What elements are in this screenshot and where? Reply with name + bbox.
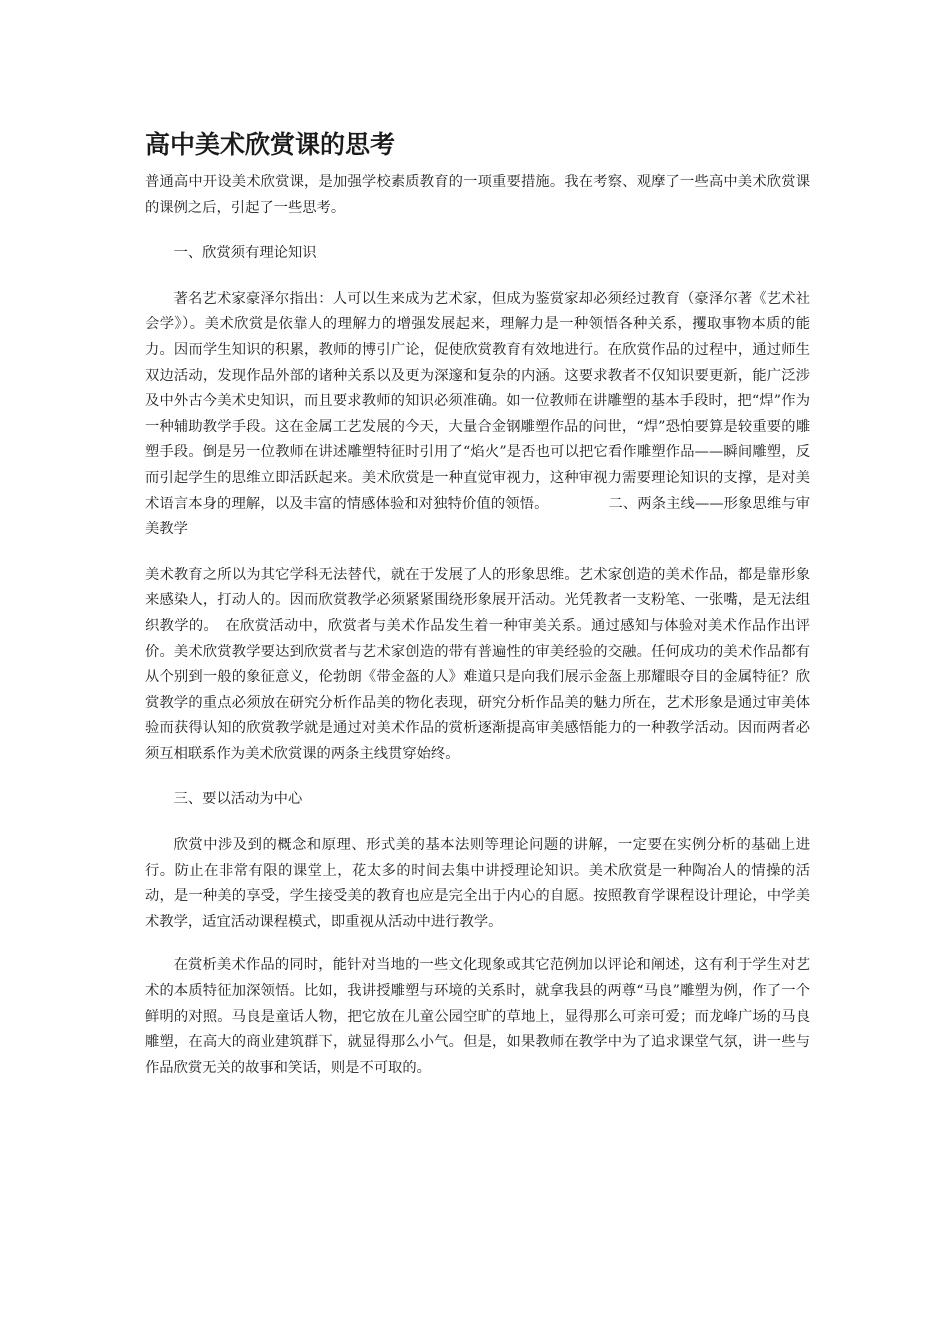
section-3-paragraph-1: 欣赏中涉及到的概念和原理、形式美的基本法则等理论问题的讲解，一定要在实例分析的基础上进行。防止在非常有限的课堂上，花太多的时间去集中讲授理论知识。美术欣赏是一种陶冶人的情操的活动，是一种美的享受，学生接受美的教育也应是完全出于内心的自愿。按照教育学课程设计理论，中学美术教学，适宜活动课程模式，即重视从活动中进行教学。 [145,837,810,930]
section-1-paragraph [145,287,810,543]
section-2-paragraph: 美术教育之所以为其它学科无法替代，就在于发展了人的形象思维。艺术家创造的美术作品，都是靠形象来感染人，打动人的。因而欣赏教学必须紧紧围绕形象展开活动。光凭教者一支粉笔、一张嘴，是无法组织教学的。 在欣赏活动中，欣赏者与美术作品发生着一种审美关系。通过感知与体验对美术作品作出评价。美术欣赏教学要达到欣赏者与艺术家创造的带有普遍性的审美经验的交融。任何成功的美术作品都有从个别到一般的象征意义，伦勃朗《带金盔的人》难道只是向我们展示金盔上那耀眼夺目的金属特征？欣赏教学的重点必须放在研究分析作品美的物化表现，研究分析作品美的魅力所在，艺术形象是通过审美体验而获得认知的欣赏教学就是通过对美术作品的赏析逐渐提高审美感悟能力的一种教学活动。因而两者必须互相联系作为美术欣赏课的两条主线贯穿始终。 [145,566,810,762]
document-page [145,128,810,1081]
section-3-paragraph-2: 在赏析美术作品的同时，能针对当地的一些文化现象或其它范例加以评论和阐述，这有利于学生对艺术的本质特征加深领悟。比如，我讲授雕塑与环境的关系时，就拿我县的两尊“马良”雕塑为例，作了一个鲜明的对照。马良是童话人物，把它放在儿童公园空旷的草地上，显得那么可亲可爱；而龙峰广场的马良雕塑，在高大的商业建筑群下，就显得那么小气。但是，如果教师在教学中为了追求课堂气氛，讲一些与作品欣赏无关的故事和笑话，则是不可取的。 [145,957,810,1076]
spacer [145,543,810,563]
section-3-heading: 三、要以活动为中心 [173,791,303,808]
intro-paragraph: 普通高中开设美术欣赏课，是加强学校素质教育的一项重要措施。我在考察、观摩了一些高中美术欣赏课的课例之后，引起了一些思考。 [145,174,810,216]
spacer [145,221,810,241]
document-title: 高中美术欣赏课的思考 [145,130,396,159]
section-1-body: 著名艺术家豪泽尔指出：人可以生来成为艺术家，但成为鉴赏家却必须经过教育（豪泽尔著《艺术社会学》）。美术欣赏是依靠人的理解力的增强发展起来，理解力是一种领悟各种关系，攫取事物本质的能力。因而学生知识的积累，教师的博引广论，促使欣赏教育有效地进行。在欣赏作品的过程中，通过师生双边活动，发现作品外部的诸种关系以及更为深邃和复杂的内涵。这要求教者不仅知识要更新，能广泛涉及中外古今美术史知识，而且要求教师的知识必须准确。如一位教师在讲雕塑的基本手段时，把“焊”作为一种辅助教学手段。这在金属工艺发展的今天，大量合金钢雕塑作品的问世，“焊”恐怕要算是较重要的雕塑手段。倒是另一位教师在讲述雕塑特征时引用了“焰火”是否也可以把它看作雕塑作品——瞬间雕塑，反而引起学生的思维立即活跃起来。美术欣赏是一种直觉审视力，这种审视力需要理论知识的支撑，是对美术语言本身的理解，以及丰富的情感体验和对独特价值的领悟。 [145,290,810,512]
spacer [145,267,810,287]
spacer [145,767,810,787]
section-1-heading: 一、欣赏须有理论知识 [173,245,317,262]
spacer [145,813,810,833]
section-2-heading: 二、两条主线——形象思维与审美教学 [145,495,810,538]
spacer [145,935,810,953]
